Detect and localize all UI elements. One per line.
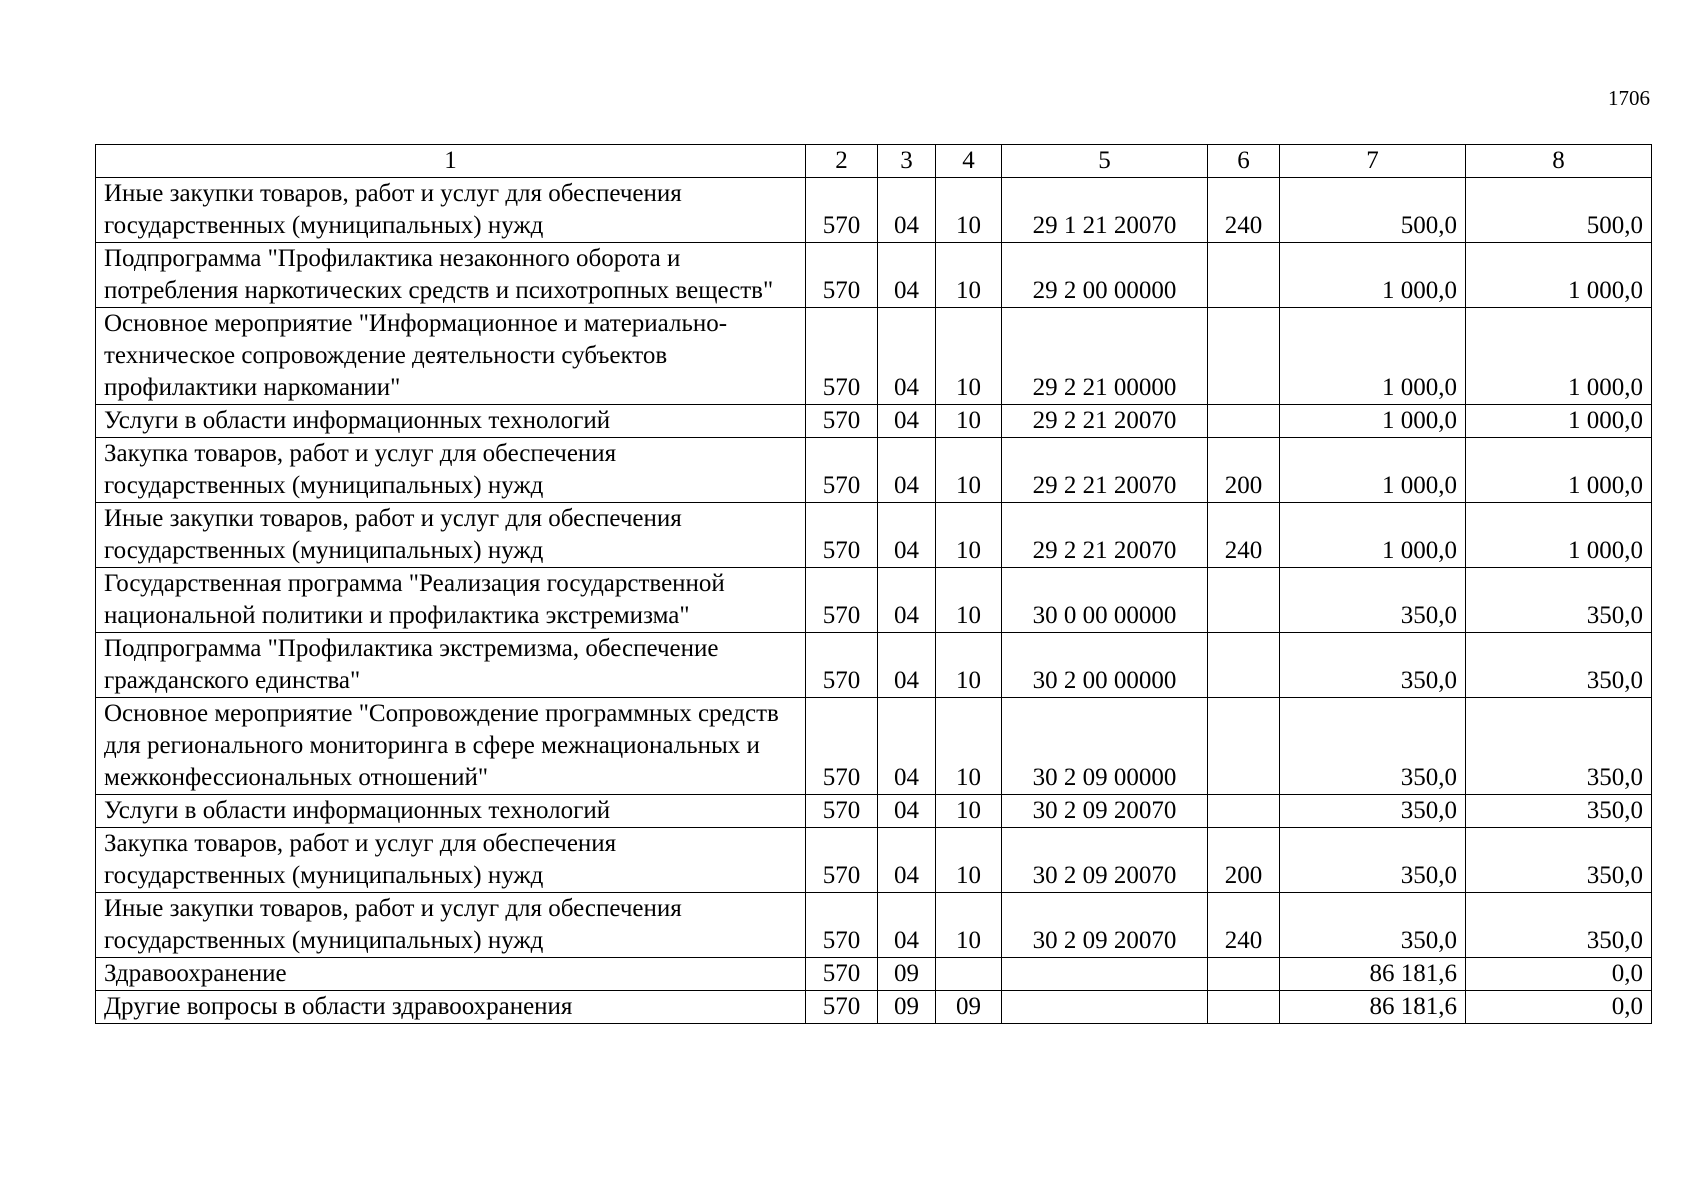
cell-subsection xyxy=(936,958,1002,991)
cell-grbs-code: 570 xyxy=(806,243,878,308)
cell-target-article: 30 0 00 00000 xyxy=(1002,568,1208,633)
cell-amount-2: 0,0 xyxy=(1466,991,1652,1024)
cell-subsection: 10 xyxy=(936,568,1002,633)
cell-amount-2: 350,0 xyxy=(1466,795,1652,828)
cell-target-article: 29 2 21 00000 xyxy=(1002,308,1208,405)
cell-expense-type xyxy=(1208,308,1280,405)
cell-grbs-code: 570 xyxy=(806,893,878,958)
cell-subsection: 10 xyxy=(936,178,1002,243)
column-header: 2 xyxy=(806,145,878,178)
cell-amount-2: 1 000,0 xyxy=(1466,438,1652,503)
cell-amount-1: 1 000,0 xyxy=(1280,438,1466,503)
cell-name: Государственная программа "Реализация государственной национальной политики и профилактика экстремизма" xyxy=(96,568,806,633)
cell-target-article: 29 2 21 20070 xyxy=(1002,438,1208,503)
cell-amount-1: 86 181,6 xyxy=(1280,991,1466,1024)
cell-grbs-code: 570 xyxy=(806,568,878,633)
cell-subsection: 10 xyxy=(936,698,1002,795)
cell-amount-2: 350,0 xyxy=(1466,893,1652,958)
cell-subsection: 10 xyxy=(936,893,1002,958)
cell-subsection: 10 xyxy=(936,405,1002,438)
page-number: 1706 xyxy=(1608,86,1650,110)
cell-grbs-code: 570 xyxy=(806,178,878,243)
cell-expense-type: 240 xyxy=(1208,503,1280,568)
cell-amount-1: 350,0 xyxy=(1280,568,1466,633)
cell-name: Здравоохранение xyxy=(96,958,806,991)
cell-section: 04 xyxy=(878,178,936,243)
cell-name: Закупка товаров, работ и услуг для обеспечения государственных (муниципальных) нужд xyxy=(96,438,806,503)
cell-target-article: 30 2 09 20070 xyxy=(1002,893,1208,958)
cell-section: 09 xyxy=(878,991,936,1024)
table-row xyxy=(96,438,1652,503)
table-row xyxy=(96,698,1652,795)
table-row xyxy=(96,828,1652,893)
cell-name: Услуги в области информационных технологий xyxy=(96,795,806,828)
column-header: 7 xyxy=(1280,145,1466,178)
cell-name: Подпрограмма "Профилактика незаконного оборота и потребления наркотических средств и психотропных веществ" xyxy=(96,243,806,308)
cell-amount-1: 350,0 xyxy=(1280,893,1466,958)
cell-expense-type xyxy=(1208,405,1280,438)
cell-grbs-code: 570 xyxy=(806,958,878,991)
cell-grbs-code: 570 xyxy=(806,991,878,1024)
table-body xyxy=(96,178,1652,1024)
cell-grbs-code: 570 xyxy=(806,503,878,568)
cell-amount-2: 350,0 xyxy=(1466,828,1652,893)
table-row xyxy=(96,503,1652,568)
cell-section: 04 xyxy=(878,795,936,828)
cell-amount-1: 1 000,0 xyxy=(1280,503,1466,568)
cell-name: Закупка товаров, работ и услуг для обеспечения государственных (муниципальных) нужд xyxy=(96,828,806,893)
cell-section: 04 xyxy=(878,503,936,568)
cell-section: 04 xyxy=(878,698,936,795)
cell-subsection: 10 xyxy=(936,828,1002,893)
cell-expense-type: 240 xyxy=(1208,893,1280,958)
cell-target-article: 29 1 21 20070 xyxy=(1002,178,1208,243)
header-row xyxy=(96,145,1652,178)
cell-subsection: 09 xyxy=(936,991,1002,1024)
cell-name: Иные закупки товаров, работ и услуг для обеспечения государственных (муниципальных) нужд xyxy=(96,503,806,568)
cell-amount-2: 1 000,0 xyxy=(1466,405,1652,438)
table-row xyxy=(96,633,1652,698)
table-row xyxy=(96,308,1652,405)
cell-grbs-code: 570 xyxy=(806,308,878,405)
column-header: 8 xyxy=(1466,145,1652,178)
cell-amount-2: 500,0 xyxy=(1466,178,1652,243)
cell-name: Иные закупки товаров, работ и услуг для обеспечения государственных (муниципальных) нужд xyxy=(96,893,806,958)
cell-expense-type xyxy=(1208,568,1280,633)
cell-section: 04 xyxy=(878,893,936,958)
cell-expense-type: 240 xyxy=(1208,178,1280,243)
cell-subsection: 10 xyxy=(936,438,1002,503)
cell-amount-2: 1 000,0 xyxy=(1466,308,1652,405)
cell-target-article: 30 2 09 20070 xyxy=(1002,828,1208,893)
cell-name: Основное мероприятие "Сопровождение программных средств для регионального мониторинга в сфере межнациональных и межконфессиональных отношений" xyxy=(96,698,806,795)
cell-target-article: 29 2 21 20070 xyxy=(1002,503,1208,568)
cell-amount-1: 1 000,0 xyxy=(1280,405,1466,438)
cell-name: Другие вопросы в области здравоохранения xyxy=(96,991,806,1024)
cell-name: Услуги в области информационных технологий xyxy=(96,405,806,438)
column-header: 3 xyxy=(878,145,936,178)
cell-amount-1: 1 000,0 xyxy=(1280,308,1466,405)
cell-target-article xyxy=(1002,958,1208,991)
column-header: 6 xyxy=(1208,145,1280,178)
budget-table xyxy=(95,144,1652,1024)
cell-amount-2: 350,0 xyxy=(1466,568,1652,633)
cell-target-article: 29 2 00 00000 xyxy=(1002,243,1208,308)
cell-expense-type xyxy=(1208,698,1280,795)
cell-amount-1: 86 181,6 xyxy=(1280,958,1466,991)
cell-amount-2: 0,0 xyxy=(1466,958,1652,991)
cell-grbs-code: 570 xyxy=(806,633,878,698)
cell-target-article: 30 2 09 00000 xyxy=(1002,698,1208,795)
cell-subsection: 10 xyxy=(936,795,1002,828)
cell-grbs-code: 570 xyxy=(806,698,878,795)
cell-amount-1: 350,0 xyxy=(1280,633,1466,698)
cell-section: 04 xyxy=(878,438,936,503)
column-header: 1 xyxy=(96,145,806,178)
column-header: 5 xyxy=(1002,145,1208,178)
cell-grbs-code: 570 xyxy=(806,828,878,893)
cell-expense-type xyxy=(1208,958,1280,991)
cell-amount-2: 1 000,0 xyxy=(1466,243,1652,308)
cell-subsection: 10 xyxy=(936,308,1002,405)
cell-target-article xyxy=(1002,991,1208,1024)
cell-section: 04 xyxy=(878,568,936,633)
cell-amount-2: 1 000,0 xyxy=(1466,503,1652,568)
cell-section: 04 xyxy=(878,633,936,698)
table-row xyxy=(96,795,1652,828)
table-row xyxy=(96,893,1652,958)
cell-amount-2: 350,0 xyxy=(1466,633,1652,698)
cell-expense-type xyxy=(1208,633,1280,698)
cell-amount-1: 500,0 xyxy=(1280,178,1466,243)
cell-amount-1: 350,0 xyxy=(1280,795,1466,828)
table-row xyxy=(96,991,1652,1024)
cell-amount-1: 350,0 xyxy=(1280,828,1466,893)
cell-grbs-code: 570 xyxy=(806,405,878,438)
cell-amount-1: 350,0 xyxy=(1280,698,1466,795)
cell-target-article: 30 2 09 20070 xyxy=(1002,795,1208,828)
cell-target-article: 29 2 21 20070 xyxy=(1002,405,1208,438)
cell-expense-type xyxy=(1208,991,1280,1024)
cell-expense-type xyxy=(1208,243,1280,308)
cell-section: 04 xyxy=(878,405,936,438)
column-header: 4 xyxy=(936,145,1002,178)
cell-grbs-code: 570 xyxy=(806,438,878,503)
cell-target-article: 30 2 00 00000 xyxy=(1002,633,1208,698)
cell-name: Иные закупки товаров, работ и услуг для обеспечения государственных (муниципальных) нужд xyxy=(96,178,806,243)
cell-section: 04 xyxy=(878,828,936,893)
cell-expense-type: 200 xyxy=(1208,438,1280,503)
cell-section: 09 xyxy=(878,958,936,991)
table-row xyxy=(96,243,1652,308)
table-row xyxy=(96,178,1652,243)
cell-subsection: 10 xyxy=(936,243,1002,308)
cell-name: Подпрограмма "Профилактика экстремизма, обеспечение гражданского единства" xyxy=(96,633,806,698)
table-row xyxy=(96,958,1652,991)
cell-subsection: 10 xyxy=(936,503,1002,568)
cell-name: Основное мероприятие "Информационное и материально-техническое сопровождение деятельности субъектов профилактики наркомании" xyxy=(96,308,806,405)
cell-section: 04 xyxy=(878,243,936,308)
cell-expense-type: 200 xyxy=(1208,828,1280,893)
cell-amount-2: 350,0 xyxy=(1466,698,1652,795)
table-row xyxy=(96,405,1652,438)
cell-subsection: 10 xyxy=(936,633,1002,698)
cell-grbs-code: 570 xyxy=(806,795,878,828)
cell-section: 04 xyxy=(878,308,936,405)
cell-expense-type xyxy=(1208,795,1280,828)
table-row xyxy=(96,568,1652,633)
cell-amount-1: 1 000,0 xyxy=(1280,243,1466,308)
